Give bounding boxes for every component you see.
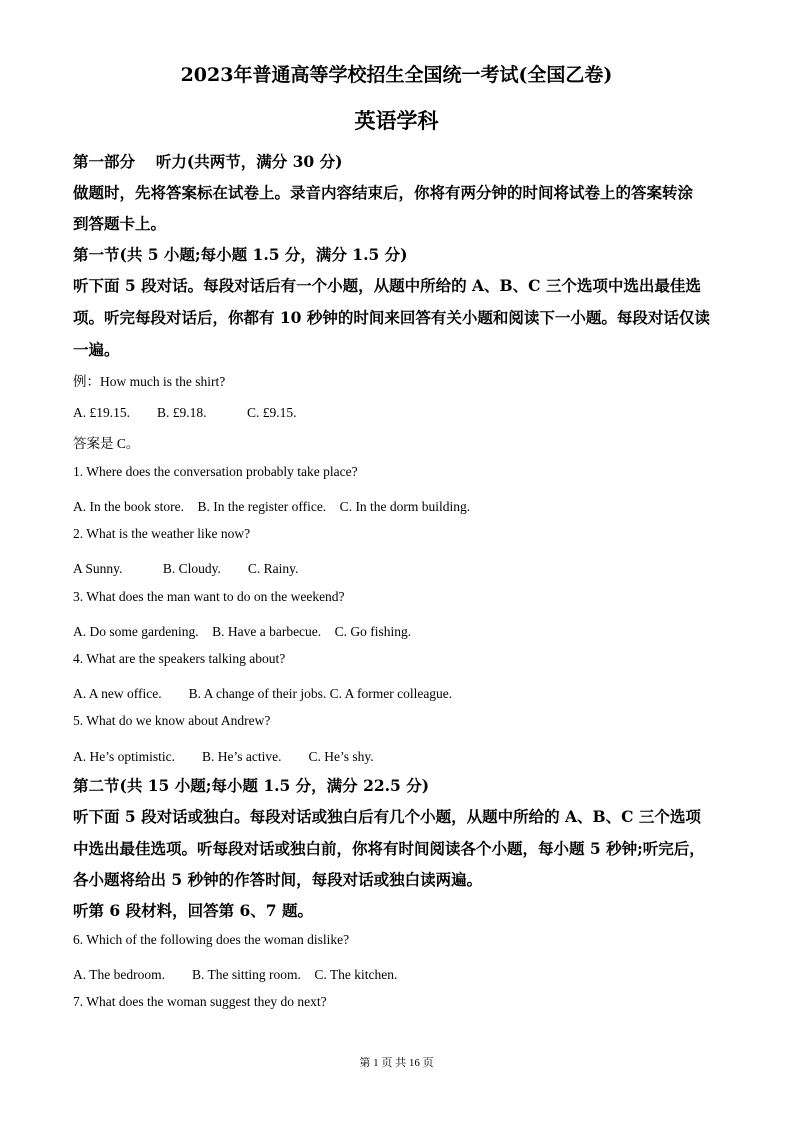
- instruction-line: 做题时，先将答案标在试卷上。录音内容结束后，你将有两分钟的时间将试卷上的答案转涂: [73, 183, 694, 202]
- question: 6. Which of the following does the woman dislike?: [73, 932, 350, 947]
- instruction-line: 到答题卡上。: [73, 214, 167, 233]
- options: A. In the book store. B. In the register office. C. In the dorm building.: [73, 499, 471, 514]
- options: A. The bedroom. B. The sitting room. C. The kitchen.: [73, 967, 398, 982]
- question: 3. What does the man want to do on the weekend?: [73, 589, 345, 604]
- example-question: 例：How much is the shirt?: [73, 374, 226, 389]
- subsection-heading: 第一节(共 5 小题;每小题 1.5 分，满分 1.5 分): [73, 245, 408, 264]
- instruction-line: 项。听完每段对话后，你都有 10 秒钟的时间来回答有关小题和阅读下一小题。每段对话仅读: [73, 308, 710, 327]
- question: 4. What are the speakers talking about?: [73, 651, 286, 666]
- example-options: A. £19.15. B. £9.18. C. £9.15.: [73, 405, 297, 420]
- question: 1. Where does the conversation probably take place?: [73, 464, 358, 479]
- exam-title: 2023年普通高等学校招生全国统一考试(全国乙卷): [180, 64, 613, 86]
- subsection-heading: 第二节(共 15 小题;每小题 1.5 分，满分 22.5 分): [73, 776, 430, 795]
- instruction-line: 听下面 5 段对话或独白。每段对话或独白后有几个小题，从题中所给的 A、B、C 三个选项: [73, 807, 701, 826]
- options: A Sunny. B. Cloudy. C. Rainy.: [73, 561, 299, 576]
- question: 2. What is the weather like now?: [73, 526, 251, 541]
- material-heading: 听第 6 段材料，回答第 6、7 题。: [73, 901, 313, 920]
- subject-title: 英语学科: [354, 108, 439, 133]
- instruction-line: 各小题将给出 5 秒钟的作答时间，每段对话或独白读两遍。: [73, 870, 483, 889]
- question: 5. What do we know about Andrew?: [73, 713, 271, 728]
- example-answer: 答案是 C。: [73, 436, 140, 451]
- options: A. He’s optimistic. B. He’s active. C. He’s shy.: [73, 749, 374, 764]
- instruction-line: 中选出最佳选项。听每段对话或独白前，你将有时间阅读各个小题，每小题 5 秒钟;听完后，: [73, 839, 705, 858]
- instruction-line: 听下面 5 段对话。每段对话后有一个小题，从题中所给的 A、B、C 三个选项中选出最佳选: [73, 276, 701, 295]
- page-number: 第 1 页 共 16 页: [359, 1057, 434, 1069]
- section-heading: 第一部分 听力(共两节，满分 30 分): [73, 152, 343, 171]
- question: 7. What does the woman suggest they do next?: [73, 994, 327, 1009]
- options: A. Do some gardening. B. Have a barbecue. C. Go fishing.: [73, 624, 412, 639]
- options: A. A new office. B. A change of their jobs. C. A former colleague.: [73, 686, 453, 701]
- instruction-line: 一遍。: [73, 340, 120, 359]
